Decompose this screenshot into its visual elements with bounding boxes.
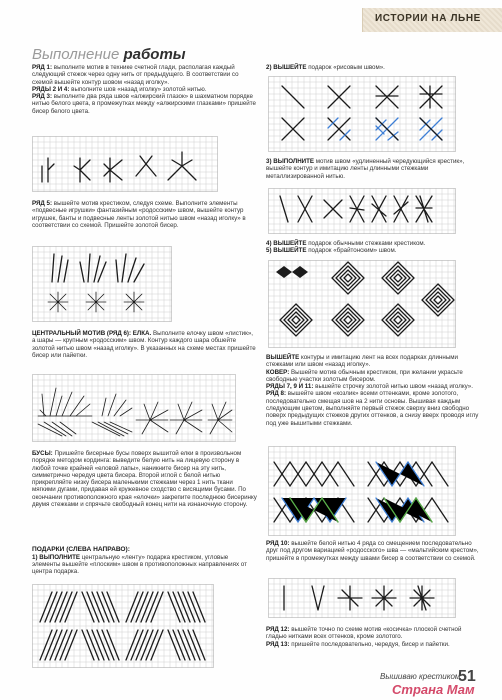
diagram-gift3-cross: [268, 188, 456, 234]
paragraph-row3: РЯД 3: выполните два ряда швов «алжирский глазок» в шахматном порядке нитью белого цвета, в промежутках между «алжирскими глазками» пришейте бисер белого цвета.: [32, 93, 256, 115]
paragraph-gift5: 5) ВЫШЕЙТЕ подарок «брайтонским» швом.: [266, 247, 397, 255]
paragraph-gift2: 2) ВЫШЕЙТЕ подарок «рисовым швом».: [266, 64, 385, 71]
paragraph-row8: РЯД 8: вышейте швом «козлик» всеми оттенками, кроме золотого, последовательно смещая шов на 2 нити основы. Вышивая каждым следующим цветом, выполняйте первый стежок сверху вниз свободно поверх предыдущих стежков других оттенков, а снизу вверх проводя иглу под уже вышитыми стежками.: [266, 390, 479, 427]
left-column-row5: [32, 200, 258, 229]
left-column-beads: [32, 450, 258, 508]
right-column-gift4-5: [266, 240, 482, 255]
page-title: Выполнение работы: [32, 46, 186, 63]
diagram-row10-maltese: [268, 578, 456, 618]
gifts-heading: ПОДАРКИ (СЛЕВА НАПРАВО):: [32, 546, 130, 553]
left-column: [32, 64, 258, 115]
paragraph-row5: РЯД 5: вышейте мотив крестиком, следуя схеме. Выполните элементы «подвесные игрушки» фантазийным «родосским» швом, вышейте контур игрушек, банты и подвесные ленты золотой нитью швом «назад иголку» в соответствии со схемой. Пришейте золотой бисер.: [32, 200, 246, 229]
left-column-row6: [32, 330, 258, 359]
diagram-gift2-rice: [268, 76, 456, 152]
diagram-row5-rhodes: [32, 246, 172, 322]
diagram-row1-stitches: [32, 136, 218, 192]
paragraph-gift1: 1) ВЫПОЛНИТЕ центральную «ленту» подарка крестиком, угловые элементы вышейте «плоским» швом в противоположных направлениях от центра подарка.: [32, 553, 247, 576]
watermark: Страна Мам: [392, 682, 475, 697]
paragraph-row10: РЯД 10: вышейте белой нитью 4 ряда со смещением последовательно друг под другом вариацией «родосского» шва — «мальтийским крестом», пришейте в промежутках между швами бисер в соответствии со схемой.: [266, 540, 479, 562]
paragraph-beads: БУСЫ: Пришейте бисерные бусы поверх вышитой елки в произвольном порядке методом кординга: выведите белую нить на лицевую сторону в любой точке крайней «еловой лапы», наникните бисер на эту нить, симметрично чередуя цвета бисера. Второй иглой с белой нитью прикрепляйте низку бисера маленькими стежками через 1 нить ткани мягкими дугами, придавая ей кружевное сходство с висящими бусами. По окончании противоположного края «елочки» закрепите последнюю бисеринку двумя стежками и спрячьте свободный конец нити на изнаночную сторону.: [32, 450, 257, 509]
page-number: 51: [458, 668, 476, 685]
right-column-outlines: [266, 354, 482, 427]
magazine-logo: Вышиваю крестиком: [380, 672, 461, 681]
paragraph-row1: РЯД 1: выполните мотив в технике счетной глади, располагая каждый следующий стежок через одну нить от предыдущего. В соответствии со схемой вышейте контур шовом «назад иголку».: [32, 64, 239, 86]
diagram-tree-stitches: [32, 374, 236, 442]
paragraph-row13: РЯД 13: пришейте последовательно, чередуя, бисер и пайетки.: [266, 640, 450, 648]
paragraph-rows-7-9-11: РЯДЫ 7, 9 И 11: вышейте строчку золотой нитью швом «назад иголку».: [266, 383, 473, 391]
diagram-gift1-satin: [32, 584, 214, 668]
left-column-gifts: [32, 546, 258, 575]
section-title: ИСТОРИИ НА ЛЬНЕ: [375, 13, 481, 24]
right-column-gift3: [266, 158, 482, 180]
right-column-row12-13: [266, 626, 482, 648]
paragraph-rug: КОВЕР: Вышейте мотив обычным крестиком, при желании украсьте свободные участки золотым бисером.: [266, 368, 463, 383]
paragraph-row12: РЯД 12: вышейте точно по схеме мотив «косичка» плоской счетной гладью нитками всех оттенков, кроме золотого.: [266, 626, 462, 641]
diagram-row8-herringbone: [268, 446, 456, 536]
right-column: [266, 64, 482, 71]
paragraph-outlines: ВЫШЕЙТЕ контуры и имитацию лент на всех подарках длинными стежками или швом «назад иголку».: [266, 354, 458, 369]
paragraph-gift3: 3) ВЫПОЛНИТЕ мотив швом «удлиненный чередующийся крестик», вышейте контур и имитацию ленты длинными стежками металлизированной нитью.: [266, 158, 465, 180]
paragraph-central-motif: ЦЕНТРАЛЬНЫЙ МОТИВ (РЯД 6): ЕЛКА. Выполните елочку швом «листик», а шары — крупным «родосским» швом. Контур каждого шара обшейте золотой нитью швом «назад иголку». В указанных на схеме местах пришейте бисер или пайетки.: [32, 330, 256, 359]
paragraph-gift4: 4) ВЫШЕЙТЕ подарок обычными стежками крестиком.: [266, 240, 426, 247]
section-banner: [362, 8, 502, 32]
paragraph-row2-4: РЯДЫ 2 И 4: выполните шов «назад иголку» золотой нитью.: [32, 85, 207, 93]
right-column-row10: [266, 540, 482, 562]
diagram-gift5-brighton: [268, 260, 456, 348]
